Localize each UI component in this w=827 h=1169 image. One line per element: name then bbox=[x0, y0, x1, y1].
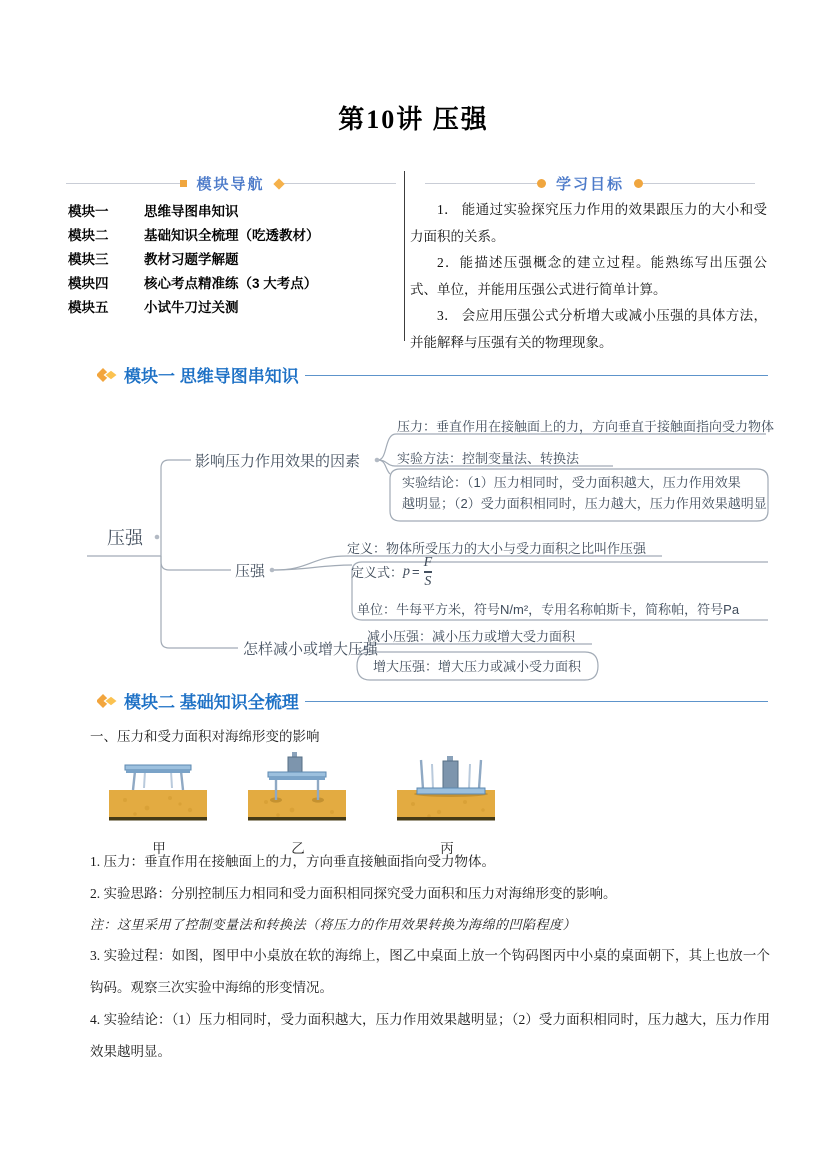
mindmap-leaf-conclusion-line1: 实验结论：（1）压力相同时，受力面积越大，压力作用效果 bbox=[402, 475, 741, 490]
figure-yi bbox=[234, 748, 362, 857]
formula-fraction bbox=[424, 555, 433, 589]
method-note: 注：这里采用了控制变量法和转换法（将压力的作用效果转换为海绵的凹陷程度） bbox=[90, 917, 577, 932]
nav-item-title: 小试牛刀过关测 bbox=[144, 300, 239, 315]
nav-item-label: 模块二 bbox=[68, 228, 109, 243]
sponge-inverted-table-illustration bbox=[383, 748, 511, 828]
formula-p: p bbox=[403, 563, 411, 579]
module2-heading bbox=[97, 688, 768, 713]
double-diamond-icon bbox=[97, 366, 119, 384]
point-experiment-idea: 2. 实验思路：分别控制压力相同和受力面积相同探究受力面积和压力对海绵形变的影响。 bbox=[90, 886, 617, 901]
nav-item bbox=[68, 200, 398, 224]
objectives-list bbox=[410, 197, 767, 356]
square-ornament-icon bbox=[180, 180, 187, 187]
module1-heading-label: 模块一 思维导图串知识 bbox=[124, 367, 299, 386]
diamond-ornament-icon bbox=[273, 178, 284, 189]
nav-item-title: 基础知识全梳理（吃透教材） bbox=[144, 228, 320, 243]
mindmap-leaf-decrease: 减小压强：减小压力或增大受力面积 bbox=[367, 629, 576, 644]
figure-label: 丙 bbox=[440, 841, 454, 856]
point-pressure-definition: 1. 压力：垂直作用在接触面上的力，方向垂直接触面指向受力物体。 bbox=[90, 854, 495, 869]
circle-ornament-icon bbox=[634, 179, 643, 188]
figure-bing bbox=[383, 748, 511, 857]
circle-ornament-icon bbox=[537, 179, 546, 188]
sponge-table-illustration bbox=[95, 748, 223, 828]
mindmap-leaf-force-def: 压力：垂直作用在接触面上的力，方向垂直于接触面指向受力物体 bbox=[397, 419, 775, 434]
nav-header-label: 模块导航 bbox=[196, 176, 265, 193]
figure-jia bbox=[95, 748, 223, 857]
column-divider bbox=[404, 171, 405, 341]
nav-item bbox=[68, 272, 398, 296]
mindmap-leaf-conclusion-line2: 越明显；（2）受力面积相同时，压力越大，压力作用效果越明显 bbox=[402, 496, 767, 511]
objectives-header-label: 学习目标 bbox=[556, 176, 625, 193]
point-experiment-conclusion: 4. 实验结论：（1）压力相同时，受力面积越大，压力作用效果越明显；（2）受力面积相同时，压力越大，压力作用效果越明显。 bbox=[90, 1012, 770, 1059]
section-subheading: 一、压力和受力面积对海绵形变的影响 bbox=[90, 729, 320, 744]
formula-label: 定义式： bbox=[351, 565, 404, 581]
objective-item: 2．能描述压强概念的建立过程。能熟练写出压强公式、单位，并能用压强公式进行简单计算。 bbox=[410, 255, 767, 297]
nav-item-label: 模块四 bbox=[68, 276, 109, 291]
nav-item-title: 核心考点精准练（3 大考点） bbox=[144, 276, 318, 291]
nav-item-label: 模块三 bbox=[68, 252, 109, 267]
mindmap-root: 压强 bbox=[107, 528, 143, 548]
mindmap-leaf-unit: 单位：牛每平方米，符号N/m²，专用名称帕斯卡，简称帕，符号Pa bbox=[357, 602, 740, 617]
formula-denominator: S bbox=[424, 573, 432, 589]
module-nav-list bbox=[68, 200, 398, 320]
objective-item: 1． 能通过实验探究压力作用的效果跟压力的大小和受力面积的关系。 bbox=[410, 202, 767, 244]
objectives-header bbox=[425, 173, 755, 194]
nav-item-title: 思维导图串知识 bbox=[144, 204, 239, 219]
page-title: 第10讲 压强 bbox=[338, 105, 489, 134]
nav-item-label: 模块一 bbox=[68, 204, 109, 219]
nav-header bbox=[66, 173, 396, 194]
mindmap-leaf-pressure-def: 定义：物体所受压力的大小与受力面积之比叫作压强 bbox=[347, 541, 647, 556]
nav-item bbox=[68, 296, 398, 320]
nav-item bbox=[68, 248, 398, 272]
formula-numerator: F bbox=[423, 555, 433, 570]
heading-rule bbox=[305, 375, 768, 376]
figure-label: 甲 bbox=[152, 841, 166, 856]
nav-item bbox=[68, 224, 398, 248]
decor-line bbox=[425, 183, 537, 184]
module1-heading bbox=[97, 362, 768, 387]
decor-line bbox=[66, 183, 180, 184]
mindmap-leaf-increase: 增大压强：增大压力或减小受力面积 bbox=[373, 659, 582, 674]
heading-rule bbox=[305, 701, 768, 702]
mindmap-branch-change: 怎样减小或增大压强 bbox=[243, 641, 379, 658]
double-diamond-icon bbox=[97, 692, 119, 710]
formula-equals: = bbox=[412, 564, 420, 580]
mindmap-leaf-method: 实验方法：控制变量法、转换法 bbox=[397, 451, 580, 466]
module2-heading-label: 模块二 基础知识全梳理 bbox=[124, 693, 299, 712]
nav-item-label: 模块五 bbox=[68, 300, 109, 315]
objective-item: 3． 会应用压强公式分析增大或减小压强的具体方法，并能解释与压强有关的物理现象。 bbox=[410, 308, 767, 350]
decor-line bbox=[283, 183, 397, 184]
fraction-bar bbox=[424, 571, 433, 572]
mindmap-branch-factors: 影响压力作用效果的因素 bbox=[195, 453, 361, 470]
nav-item-title: 教材习题学解题 bbox=[144, 252, 239, 267]
decor-line bbox=[643, 183, 755, 184]
point-experiment-process: 3. 实验过程：如图，图甲中小桌放在软的海绵上，图乙中桌面上放一个钩码图丙中小桌的桌面朝下，其上也放一个钩码。观察三次实验中海绵的形变情况。 bbox=[90, 948, 770, 995]
figure-label: 乙 bbox=[291, 841, 305, 856]
pressure-formula bbox=[351, 555, 432, 589]
sponge-table-weight-illustration bbox=[234, 748, 362, 828]
mindmap-branch-pressure: 压强 bbox=[235, 563, 266, 580]
experiment-points bbox=[90, 846, 770, 1068]
pressure-mindmap bbox=[85, 403, 790, 688]
